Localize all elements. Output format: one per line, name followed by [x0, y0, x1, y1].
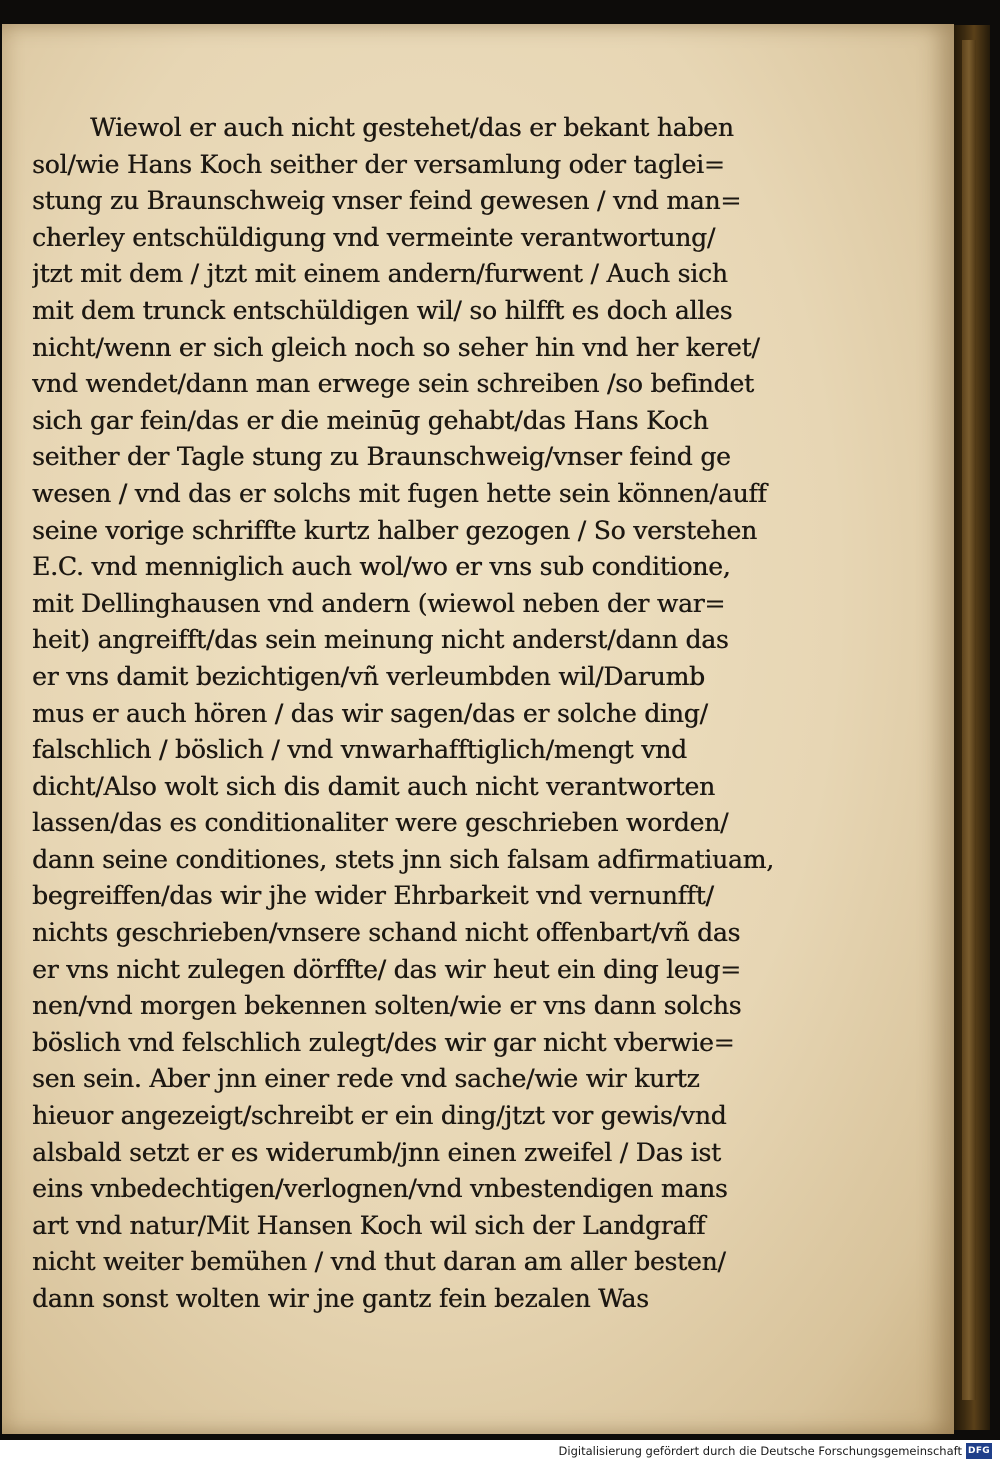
text-line: nen/vnd morgen bekennen solten/wie er vns dann solchs [32, 991, 742, 1021]
funding-credit: Digitalisierung gefördert durch die Deutsche Forschungsgemeinschaft [558, 1444, 962, 1458]
page-text [32, 110, 842, 1318]
text-line: sol/wie Hans Koch seither der versamlung oder taglei= [32, 149, 725, 179]
dfg-logo-icon: DFG [966, 1443, 992, 1459]
text-line: seine vorige schriffte kurtz halber gezogen / So verstehen [32, 515, 757, 545]
text-line: nicht/wenn er sich gleich noch so seher hin vnd her keret/ [32, 332, 760, 362]
text-line: begreiffen/das wir jhe wider Ehrbarkeit vnd vernunfft/ [32, 881, 714, 911]
text-line: mit dem trunck entschüldigen wil/ so hilfft es doch alles [32, 295, 733, 325]
footer-bar [0, 1440, 1000, 1465]
text-line: vnd wendet/dann man erwege sein schreiben /so befindet [32, 369, 754, 399]
text-line: stung zu Braunschweig vnser feind gewesen / vnd man= [32, 186, 742, 216]
page-edge [962, 40, 976, 1400]
text-line: er vns nicht zulegen dörffte/ das wir heut ein ding leug= [32, 954, 741, 984]
text-line: mit Dellinghausen vnd andern (wiewol neben der war= [32, 588, 726, 618]
text-line: nichts geschrieben/vnsere schand nicht offenbart/vñ das [32, 918, 741, 948]
text-line: sen sein. Aber jnn einer rede vnd sache/wie wir kurtz [32, 1064, 700, 1094]
text-line: hieuor angezeigt/schreibt er ein ding/jtzt vor gewis/vnd [32, 1101, 727, 1131]
text-line: mus er auch hören / das wir sagen/das er solche ding/ [32, 698, 708, 728]
text-line: cherley entschüldigung vnd vermeinte verantwortung/ [32, 222, 716, 252]
text-line: nicht weiter bemühen / vnd thut daran am aller besten/ [32, 1247, 726, 1277]
text-line: dann sonst wolten wir jne gantz fein bezalen Was [32, 1284, 649, 1313]
text-line: sich gar fein/das er die meinūg gehabt/das Hans Koch [32, 405, 709, 435]
text-line: seither der Tagle stung zu Braunschweig/vnser feind ge [32, 442, 731, 472]
text-line: heit) angreifft/das sein meinung nicht anderst/dann das [32, 625, 729, 655]
text-line: er vns damit bezichtigen/vñ verleumbden wil/Darumb [32, 661, 705, 691]
text-line: böslich vnd felschlich zulegt/des wir gar nicht vberwie= [32, 1027, 735, 1057]
text-line: alsbald setzt er es widerumb/jnn einen zweifel / Das ist [32, 1137, 721, 1167]
text-line: wesen / vnd das er solchs mit fugen hette sein können/auff [32, 478, 767, 508]
text-line: jtzt mit dem / jtzt mit einem andern/furwent / Auch sich [32, 259, 728, 289]
text-line: falschlich / böslich / vnd vnwarhafftiglich/mengt vnd [32, 735, 687, 765]
text-line: art vnd natur/Mit Hansen Koch wil sich der Landgraff [32, 1210, 706, 1240]
text-line: dann seine conditiones, stets jnn sich falsam adfirmatiuam, [32, 844, 774, 874]
text-line: Wiewol er auch nicht gestehet/das er bekant haben [90, 113, 734, 142]
text-line: lassen/das es conditionaliter were geschrieben worden/ [32, 808, 729, 838]
scanned-page [2, 24, 954, 1434]
text-line: eins vnbedechtigen/verlognen/vnd vnbestendigen mans [32, 1174, 728, 1204]
text-line: E.C. vnd menniglich auch wol/wo er vns sub conditione, [32, 552, 731, 582]
text-line: dicht/Also wolt sich dis damit auch nicht verantworten [32, 771, 715, 801]
